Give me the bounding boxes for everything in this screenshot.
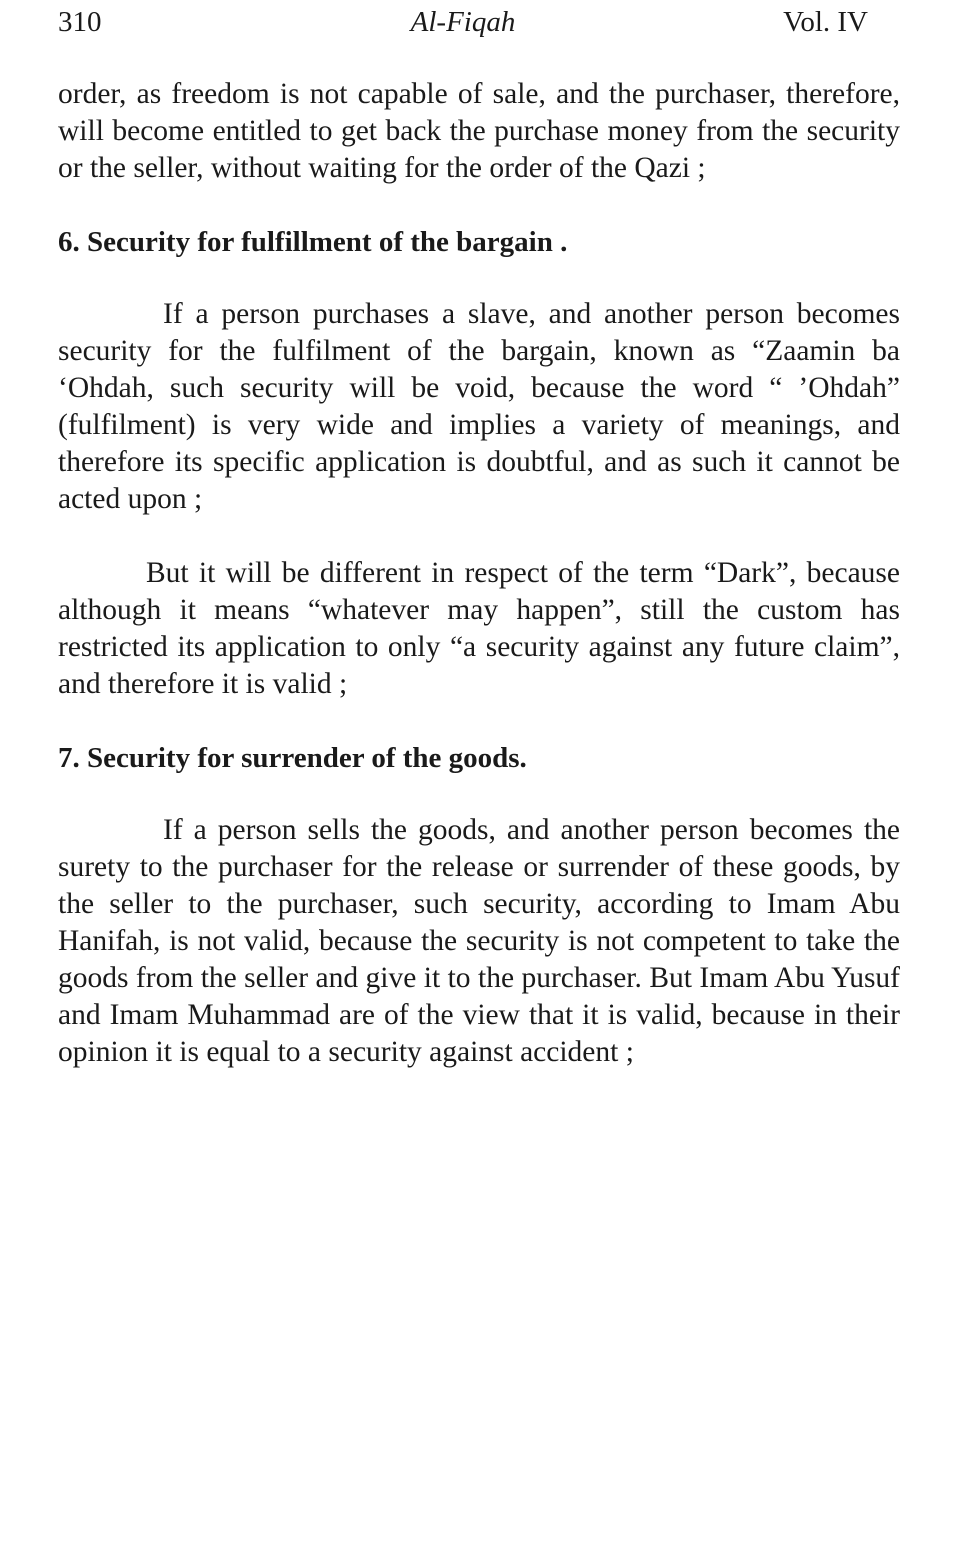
paragraph-fulfilment: If a person purchases a slave, and another person becomes security for the fulfilment of the bargain, known as “Zaamin ba ‘Ohdah, such security will be void, because the word “ ’Ohdah” (fulfilment) is very wide and implies a variety of meanings, and therefore its specific application is doubtful, and as such it cannot be acted upon ; <box>58 298 900 515</box>
running-header <box>58 2 868 42</box>
body-text <box>58 76 900 1071</box>
paragraph-dark: But it will be different in respect of the term “Dark”, because although it means “whatever may happen”, still the custom has restricted its application to only “a security against any future claim”, and therefore it is valid ; <box>58 557 900 700</box>
volume-label: Vol. IV <box>783 6 868 38</box>
paragraph-surrender: If a person sells the goods, and another person becomes the surety to the purchaser for the release or surrender of these goods, by the seller to the purchaser, such security, according to Imam Abu Hanifah, is not valid, because the security is not competent to take the goods from the seller and give it to the purchaser. But Imam Abu Yusuf and Imam Muhammad are of the view that it is valid, because in their opinion it is equal to a security against accident ; <box>58 814 900 1068</box>
page-number: 310 <box>58 6 102 38</box>
paragraph-continuation: order, as freedom is not capable of sale, and the purchaser, therefore, will become entitled to get back the purchase money from the security or the seller, without waiting for the order of the Qazi ; <box>58 78 900 184</box>
section-heading-6: 6. Security for fulfillment of the bargain . <box>58 226 568 258</box>
section-heading-7: 7. Security for surrender of the goods. <box>58 742 527 774</box>
book-title: Al-Fiqah <box>410 6 516 38</box>
